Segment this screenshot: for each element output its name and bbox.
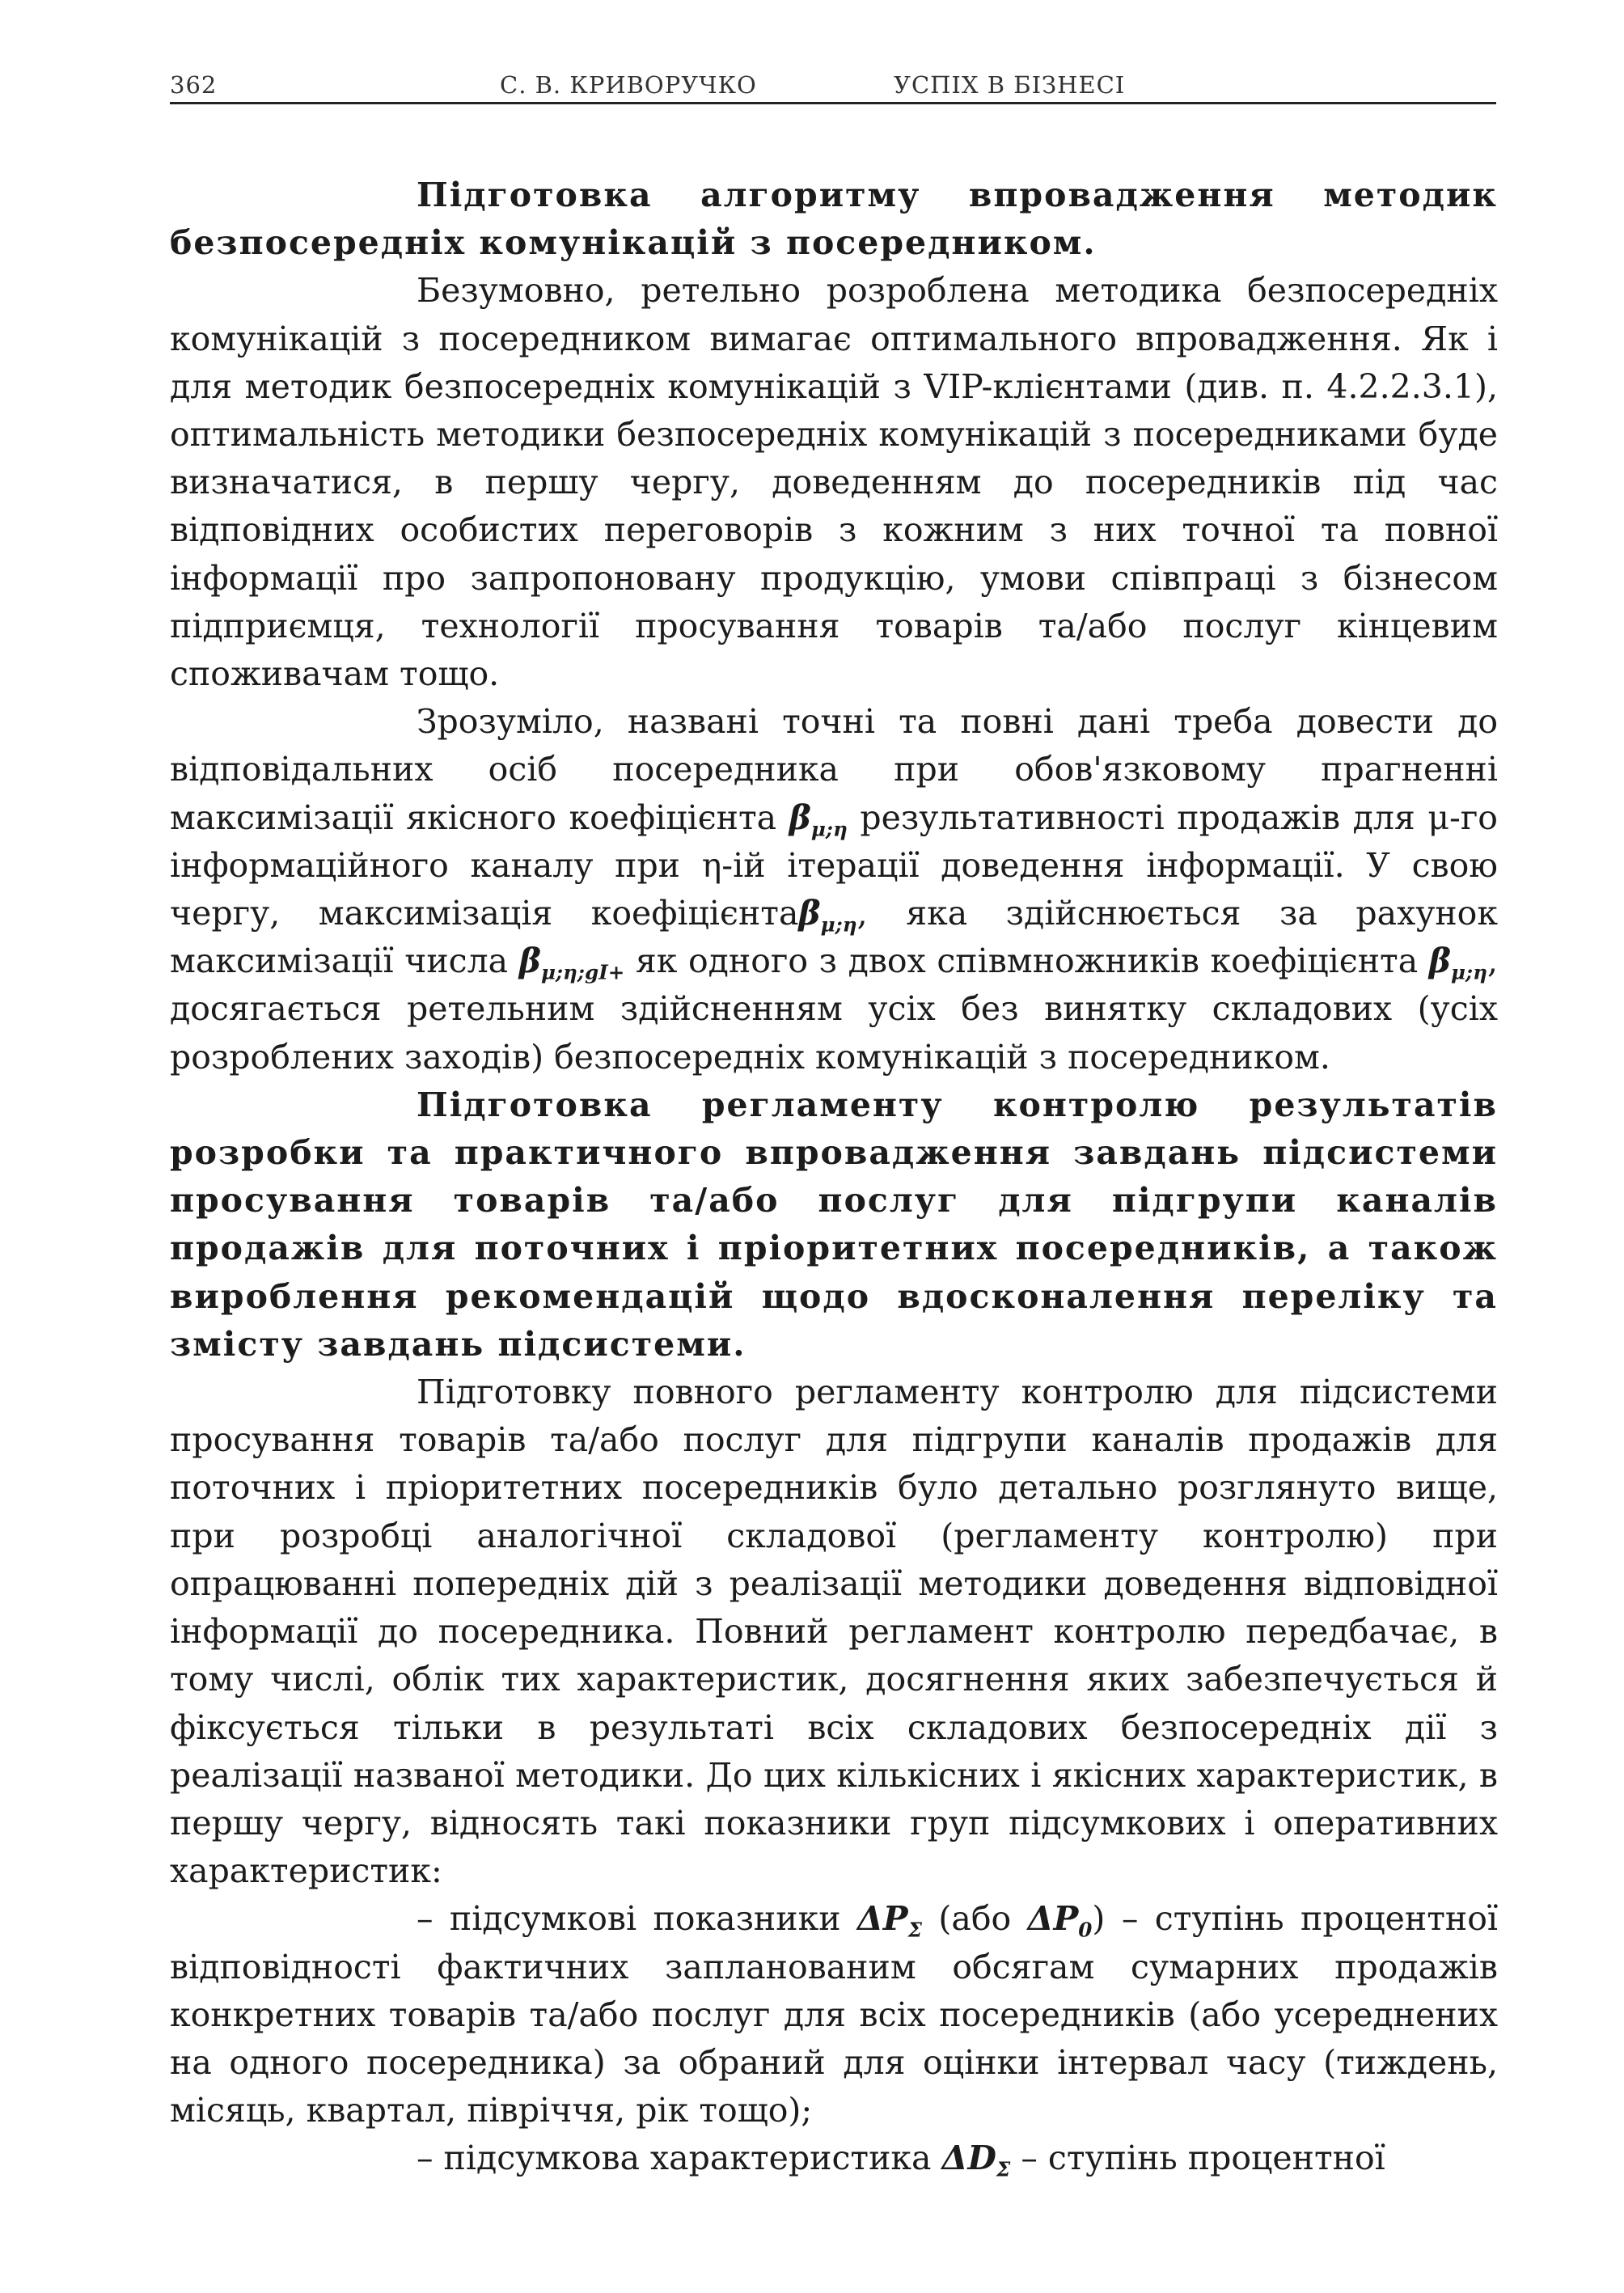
text-run: (або (922, 1899, 1028, 1939)
text-run: -ій ітерації доведення інформації. У свою чергу, максимізація коефіцієнта (170, 845, 1498, 933)
section-heading-algorithm: Підготовка алгоритму впровадження методик безпосередніх комунікацій з посередником. (170, 176, 1498, 263)
beta-gi-symbol: $\beta_{\mu;\eta;gI+}$ (518, 941, 625, 984)
page-number: 362 (170, 71, 218, 99)
text-run: ) – ступінь процентної відповідності фактичних запланованим обсягам сумарних продажів конкретних товарів та/або послуг для всіх посередників (або усереднених на одного посередника) за обраний для оцінки інтервал часу (тиждень, місяць, квартал, півріччя, рік тощо); (170, 1899, 1499, 2130)
text-run: , яка здійснюється за рахунок максимізації числа (170, 894, 1498, 981)
paragraph-coefficient (170, 698, 1498, 1081)
list-item-summary-characteristic (170, 2134, 1498, 2182)
eta-symbol: η (701, 845, 722, 885)
running-header (170, 66, 1496, 104)
text-run: як одного з двох співмножників коефіцієнта (624, 941, 1429, 981)
text-run: – підсумкові показники (417, 1899, 857, 1939)
text-run: – підсумкова характеристика (417, 2139, 942, 2178)
text-run: , досягається ретельним здійсненням усіх без винятку складових (усіх розроблених заходів) безпосередніх комунікацій з посередником. (170, 941, 1498, 1077)
delta-p-sigma-symbol: $\Delta P_\Sigma$ (856, 1899, 922, 1942)
delta-d-sigma-symbol: $\Delta D_\Sigma$ (941, 2139, 1011, 2181)
text-run: -го інформаційного каналу при (170, 797, 1498, 885)
beta-symbol: $\beta_{\mu;\eta}$ (1428, 941, 1487, 984)
mu-symbol: μ (1427, 797, 1449, 837)
text-run: результативності продажів для (847, 797, 1428, 837)
delta-p-zero-symbol: $\Delta P_0$ (1027, 1899, 1093, 1942)
beta-symbol: $\beta_{\mu;\eta}$ (798, 894, 857, 937)
page-body (170, 171, 1498, 2183)
beta-symbol: $\beta_{\mu;\eta}$ (789, 797, 848, 841)
section-heading-regulation: Підготовка регламенту контролю результатів розробки та практичного впровадження завдань підсистеми просування товарів та/або послуг для підгрупи каналів продажів для поточних і пріоритетних посередників, а також вироблення рекомендацій щодо вдосконалення переліку та змісту завдань підсистеми. (170, 1085, 1498, 1364)
paragraph-regulation: Підготовку повного регламенту контролю для підсистеми просування товарів та/або послуг для підгрупи каналів продажів для поточних і пріоритетних посередників було детально розглянуто вище, при розробці аналогічної складової (регламенту контролю) при опрацюванні попередніх дій з реалізації методики доведення відповідної інформації до посередника. Повний регламент контролю передбачає, в тому числі, облік тих характеристик, досягнення яких забезпечується й фіксується тільки в результаті всіх складових безпосередніх дії з реалізації названої методики. До цих кількісних і якісних характеристик, в першу чергу, відносять такі показники груп підсумкових і оперативних характеристик: (170, 1373, 1498, 1891)
header-author: С. В. КРИВОРУЧКО (500, 71, 757, 99)
header-book-title: УСПІХ В БІЗНЕСІ (894, 71, 1126, 99)
text-run: – ступінь процентної (1010, 2139, 1385, 2178)
text-run: Зрозуміло, названі точні та повні дані треба довести до відповідальних осіб посередника при обов'язковому прагненні максимізації якісного коефіцієнта (170, 702, 1498, 837)
list-item-summary-indicators (170, 1895, 1498, 2134)
paragraph-implementation: Безумовно, ретельно розроблена методика безпосередніх комунікацій з посередником вимагає оптимального впровадження. Як і для методик безпосередніх комунікацій з VIP-клієнтами (див. п. 4.2.2.3.1), оптимальність методики безпосередніх комунікацій з посередниками буде визначатися, в першу чергу, доведенням до посередників під час відповідних особистих переговорів з кожним з них точної та повної інформації про запропоновану продукцію, умови співпраці з бізнесом підприємця, технології просування товарів та/або послуг кінцевим споживачам тощо. (170, 271, 1498, 694)
